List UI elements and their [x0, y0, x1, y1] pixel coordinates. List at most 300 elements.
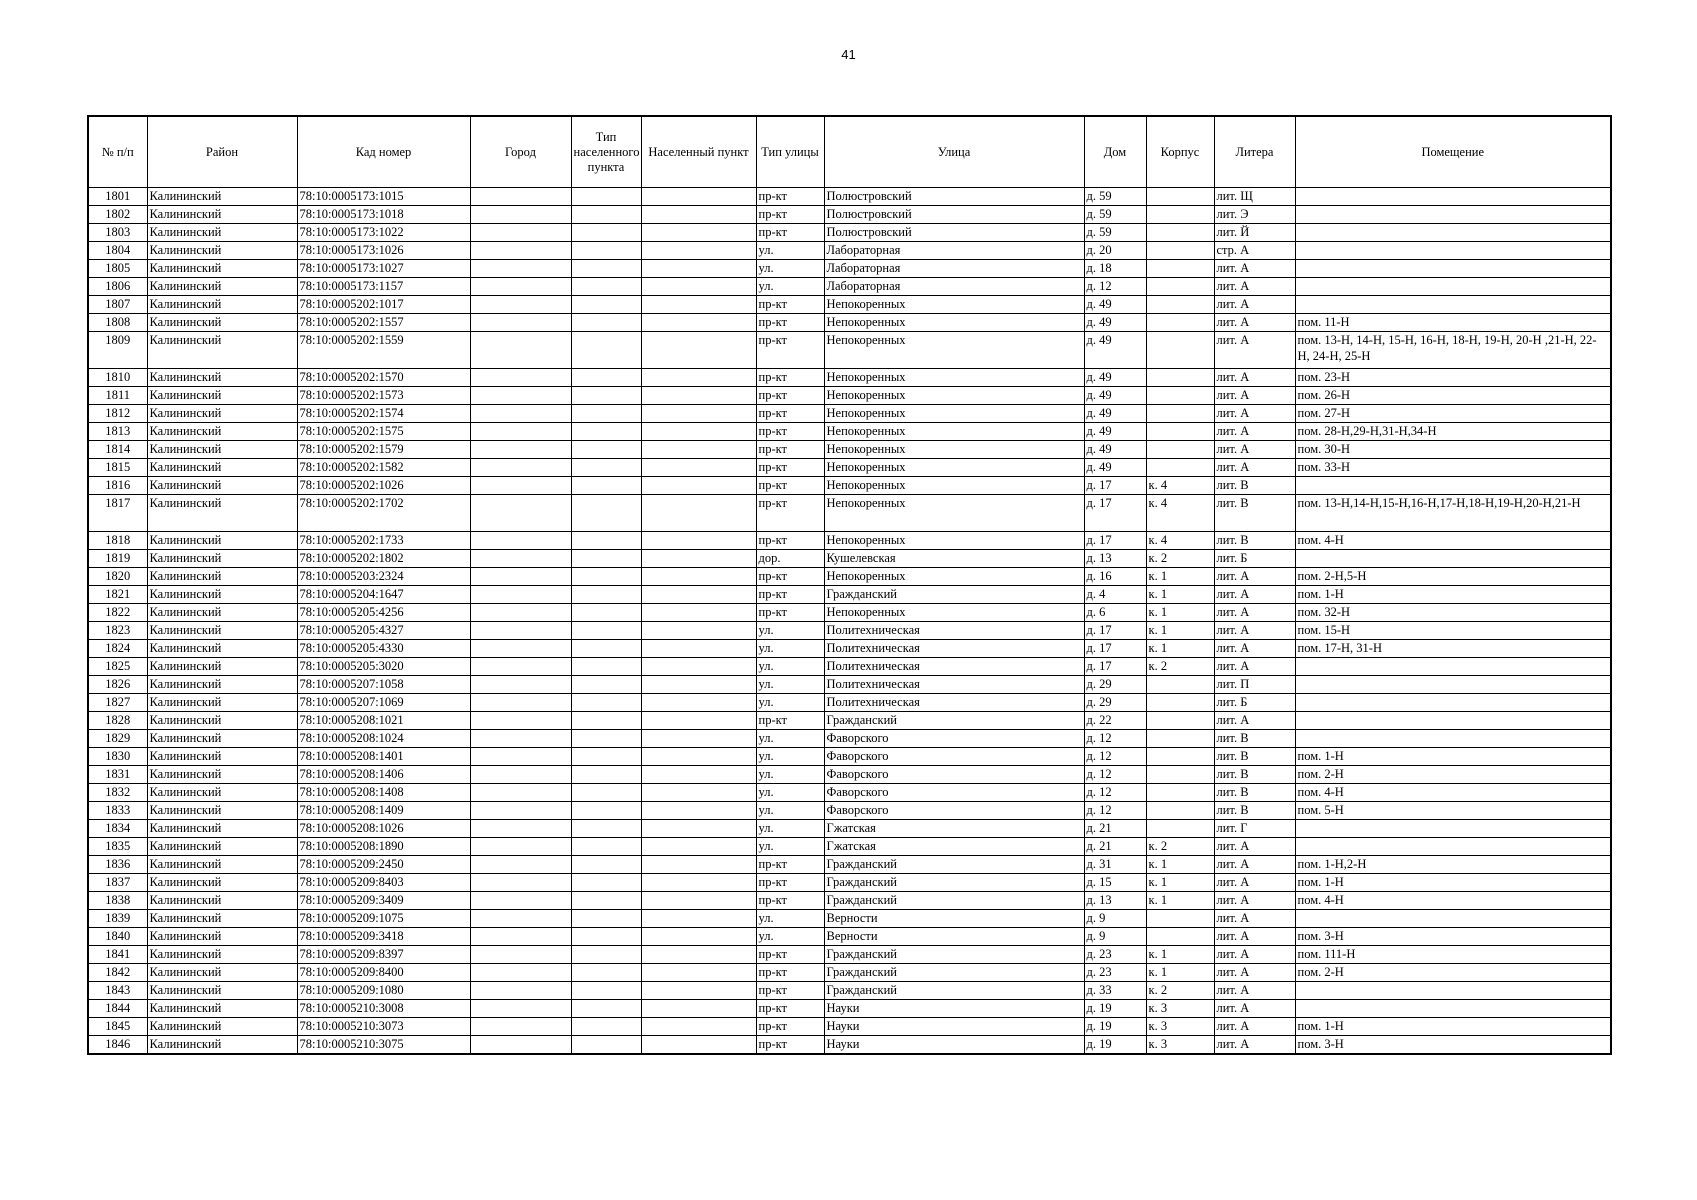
cell-building: к. 1 — [1146, 604, 1214, 622]
cell-street: Непокоренных — [824, 477, 1084, 495]
cell-premises — [1295, 658, 1611, 676]
cell-house: д. 13 — [1084, 550, 1146, 568]
cell-settlement-type — [571, 802, 641, 820]
cell-settlement — [641, 423, 756, 441]
cell-letter: лит. А — [1214, 586, 1295, 604]
cell-index: 1832 — [88, 784, 147, 802]
cell-house: д. 17 — [1084, 532, 1146, 550]
cell-house: д. 20 — [1084, 242, 1146, 260]
cell-cadastral-number: 78:10:0005202:1557 — [297, 314, 470, 332]
table-row — [88, 910, 1611, 928]
cell-city — [470, 874, 571, 892]
cell-cadastral-number: 78:10:0005202:1802 — [297, 550, 470, 568]
cell-district: Калининский — [147, 658, 297, 676]
table-row — [88, 694, 1611, 712]
cell-cadastral-number: 78:10:0005207:1069 — [297, 694, 470, 712]
table-row — [88, 405, 1611, 423]
cell-index: 1845 — [88, 1018, 147, 1036]
cell-index: 1824 — [88, 640, 147, 658]
cell-premises: пом. 32-Н — [1295, 604, 1611, 622]
cell-city — [470, 188, 571, 206]
cell-house: д. 49 — [1084, 387, 1146, 405]
cell-house: д. 23 — [1084, 964, 1146, 982]
cell-settlement — [641, 278, 756, 296]
cell-premises — [1295, 982, 1611, 1000]
cell-index: 1809 — [88, 332, 147, 369]
cell-settlement-type — [571, 658, 641, 676]
cell-district: Калининский — [147, 278, 297, 296]
cell-building: к. 1 — [1146, 568, 1214, 586]
table-row — [88, 946, 1611, 964]
cell-street: Гжатская — [824, 820, 1084, 838]
cell-index: 1803 — [88, 224, 147, 242]
cell-premises: пом. 2-Н — [1295, 964, 1611, 982]
cell-settlement — [641, 532, 756, 550]
col-header-district: Район — [147, 116, 297, 188]
page-number: 41 — [841, 47, 856, 62]
cell-settlement — [641, 712, 756, 730]
cell-city — [470, 1000, 571, 1018]
cell-district: Калининский — [147, 910, 297, 928]
cell-letter: лит. Б — [1214, 550, 1295, 568]
cell-cadastral-number: 78:10:0005173:1027 — [297, 260, 470, 278]
cell-settlement — [641, 838, 756, 856]
cell-building — [1146, 712, 1214, 730]
cell-premises — [1295, 1000, 1611, 1018]
cell-index: 1818 — [88, 532, 147, 550]
cell-letter: лит. А — [1214, 405, 1295, 423]
cell-premises — [1295, 694, 1611, 712]
cell-house: д. 59 — [1084, 224, 1146, 242]
cell-district: Калининский — [147, 784, 297, 802]
cell-settlement — [641, 441, 756, 459]
cell-index: 1844 — [88, 1000, 147, 1018]
table-row — [88, 224, 1611, 242]
cell-street: Гжатская — [824, 838, 1084, 856]
cell-index: 1843 — [88, 982, 147, 1000]
cell-street-type: ул. — [756, 838, 824, 856]
cell-settlement — [641, 369, 756, 387]
cell-street: Политехническая — [824, 640, 1084, 658]
cell-settlement-type — [571, 712, 641, 730]
cell-building: к. 2 — [1146, 550, 1214, 568]
cell-district: Калининский — [147, 314, 297, 332]
cell-settlement — [641, 766, 756, 784]
cell-district: Калининский — [147, 568, 297, 586]
cell-settlement — [641, 586, 756, 604]
cell-premises: пом. 3-Н — [1295, 1036, 1611, 1055]
cell-premises: пом. 27-Н — [1295, 405, 1611, 423]
cell-cadastral-number: 78:10:0005205:3020 — [297, 658, 470, 676]
cell-street: Полюстровский — [824, 188, 1084, 206]
cell-cadastral-number: 78:10:0005202:1017 — [297, 296, 470, 314]
cell-settlement — [641, 748, 756, 766]
cell-settlement — [641, 405, 756, 423]
cell-letter: лит. А — [1214, 658, 1295, 676]
cell-house: д. 12 — [1084, 730, 1146, 748]
cell-settlement-type — [571, 604, 641, 622]
cell-street: Науки — [824, 1036, 1084, 1055]
table-row — [88, 441, 1611, 459]
cell-letter: лит. Щ — [1214, 188, 1295, 206]
cell-house: д. 33 — [1084, 982, 1146, 1000]
cell-district: Калининский — [147, 640, 297, 658]
cell-settlement-type — [571, 568, 641, 586]
cell-street: Непокоренных — [824, 495, 1084, 532]
cell-cadastral-number: 78:10:0005209:8403 — [297, 874, 470, 892]
cell-district: Калининский — [147, 332, 297, 369]
cell-settlement-type — [571, 622, 641, 640]
cell-cadastral-number: 78:10:0005202:1573 — [297, 387, 470, 405]
cell-street-type: пр-кт — [756, 532, 824, 550]
table-row — [88, 712, 1611, 730]
cell-building — [1146, 206, 1214, 224]
cell-index: 1827 — [88, 694, 147, 712]
cell-house: д. 17 — [1084, 477, 1146, 495]
cell-settlement — [641, 387, 756, 405]
cell-settlement — [641, 604, 756, 622]
cell-cadastral-number: 78:10:0005207:1058 — [297, 676, 470, 694]
cell-premises: пом. 1-Н — [1295, 1018, 1611, 1036]
cell-index: 1813 — [88, 423, 147, 441]
cell-letter: лит. Й — [1214, 224, 1295, 242]
cell-street: Гражданский — [824, 856, 1084, 874]
cell-city — [470, 820, 571, 838]
cell-district: Калининский — [147, 766, 297, 784]
cell-street: Лабораторная — [824, 260, 1084, 278]
cell-building — [1146, 296, 1214, 314]
cell-letter: лит. А — [1214, 278, 1295, 296]
cell-premises — [1295, 242, 1611, 260]
cell-settlement-type — [571, 495, 641, 532]
cell-cadastral-number: 78:10:0005208:1021 — [297, 712, 470, 730]
cell-street-type: пр-кт — [756, 314, 824, 332]
cell-district: Калининский — [147, 260, 297, 278]
cell-district: Калининский — [147, 206, 297, 224]
cell-premises — [1295, 676, 1611, 694]
cell-house: д. 12 — [1084, 278, 1146, 296]
cell-building: к. 4 — [1146, 477, 1214, 495]
cell-premises: пом. 1-Н — [1295, 874, 1611, 892]
cell-house: д. 9 — [1084, 910, 1146, 928]
cell-cadastral-number: 78:10:0005209:1075 — [297, 910, 470, 928]
cell-letter: лит. А — [1214, 1036, 1295, 1055]
cell-street: Непокоренных — [824, 369, 1084, 387]
cell-letter: лит. В — [1214, 730, 1295, 748]
table-row — [88, 242, 1611, 260]
cell-building — [1146, 928, 1214, 946]
cell-letter: лит. А — [1214, 568, 1295, 586]
cell-index: 1819 — [88, 550, 147, 568]
table-row — [88, 477, 1611, 495]
cell-letter: лит. Э — [1214, 206, 1295, 224]
table-row — [88, 387, 1611, 405]
cell-cadastral-number: 78:10:0005210:3073 — [297, 1018, 470, 1036]
cell-settlement — [641, 242, 756, 260]
cell-street-type: ул. — [756, 766, 824, 784]
cell-premises — [1295, 820, 1611, 838]
cell-street: Фаворского — [824, 784, 1084, 802]
cell-letter: лит. А — [1214, 622, 1295, 640]
cell-street: Непокоренных — [824, 314, 1084, 332]
cell-district: Калининский — [147, 802, 297, 820]
cell-settlement — [641, 964, 756, 982]
cell-district: Калининский — [147, 224, 297, 242]
cell-cadastral-number: 78:10:0005208:1401 — [297, 748, 470, 766]
cell-letter: лит. П — [1214, 676, 1295, 694]
cell-settlement — [641, 928, 756, 946]
cell-cadastral-number: 78:10:0005209:3409 — [297, 892, 470, 910]
cell-building: к. 3 — [1146, 1000, 1214, 1018]
cell-house: д. 17 — [1084, 495, 1146, 532]
cell-index: 1833 — [88, 802, 147, 820]
cell-street-type: пр-кт — [756, 405, 824, 423]
cell-district: Калининский — [147, 982, 297, 1000]
cell-letter: лит. Г — [1214, 820, 1295, 838]
table-row — [88, 1018, 1611, 1036]
cell-street-type: ул. — [756, 658, 824, 676]
cell-district: Калининский — [147, 459, 297, 477]
cell-street: Непокоренных — [824, 568, 1084, 586]
cell-letter: лит. В — [1214, 532, 1295, 550]
cell-settlement — [641, 188, 756, 206]
cell-street: Полюстровский — [824, 206, 1084, 224]
table-row — [88, 766, 1611, 784]
cell-cadastral-number: 78:10:0005202:1733 — [297, 532, 470, 550]
table-row — [88, 459, 1611, 477]
cell-premises: пом. 4-Н — [1295, 784, 1611, 802]
cell-house: д. 4 — [1084, 586, 1146, 604]
cell-settlement-type — [571, 459, 641, 477]
col-header-premises: Помещение — [1295, 116, 1611, 188]
cell-letter: лит. А — [1214, 856, 1295, 874]
cell-street-type: пр-кт — [756, 874, 824, 892]
cell-street-type: пр-кт — [756, 296, 824, 314]
cell-index: 1807 — [88, 296, 147, 314]
cell-street-type: пр-кт — [756, 1018, 824, 1036]
cell-city — [470, 982, 571, 1000]
cell-building — [1146, 766, 1214, 784]
cell-cadastral-number: 78:10:0005210:3075 — [297, 1036, 470, 1055]
cell-settlement-type — [571, 730, 641, 748]
cell-city — [470, 405, 571, 423]
cell-city — [470, 1036, 571, 1055]
table-row — [88, 928, 1611, 946]
cell-cadastral-number: 78:10:0005173:1022 — [297, 224, 470, 242]
cell-index: 1817 — [88, 495, 147, 532]
cell-settlement — [641, 892, 756, 910]
cell-index: 1811 — [88, 387, 147, 405]
cell-cadastral-number: 78:10:0005209:2450 — [297, 856, 470, 874]
cell-settlement — [641, 622, 756, 640]
cell-building: к. 3 — [1146, 1036, 1214, 1055]
cell-house: д. 49 — [1084, 423, 1146, 441]
cell-settlement-type — [571, 387, 641, 405]
cell-premises — [1295, 910, 1611, 928]
cell-building: к. 1 — [1146, 874, 1214, 892]
cell-premises: пом. 4-Н — [1295, 532, 1611, 550]
cell-index: 1840 — [88, 928, 147, 946]
cell-settlement-type — [571, 874, 641, 892]
cell-street-type: ул. — [756, 694, 824, 712]
cell-city — [470, 1018, 571, 1036]
cell-city — [470, 604, 571, 622]
cell-settlement — [641, 477, 756, 495]
cell-street-type: пр-кт — [756, 586, 824, 604]
cell-settlement-type — [571, 224, 641, 242]
cell-settlement-type — [571, 242, 641, 260]
cell-street: Политехническая — [824, 676, 1084, 694]
cell-house: д. 49 — [1084, 296, 1146, 314]
cell-city — [470, 730, 571, 748]
cell-street-type: пр-кт — [756, 856, 824, 874]
table-row — [88, 369, 1611, 387]
cell-cadastral-number: 78:10:0005202:1579 — [297, 441, 470, 459]
col-header-street: Улица — [824, 116, 1084, 188]
cell-building — [1146, 405, 1214, 423]
cell-settlement-type — [571, 369, 641, 387]
table-row — [88, 495, 1611, 532]
cell-street: Непокоренных — [824, 296, 1084, 314]
cell-settlement-type — [571, 838, 641, 856]
cell-city — [470, 206, 571, 224]
cell-district: Калининский — [147, 676, 297, 694]
col-header-settlement-type: Тип населенного пункта — [571, 116, 641, 188]
cell-house: д. 16 — [1084, 568, 1146, 586]
cell-street-type: ул. — [756, 910, 824, 928]
cell-index: 1826 — [88, 676, 147, 694]
cell-street: Непокоренных — [824, 441, 1084, 459]
cell-index: 1812 — [88, 405, 147, 423]
col-header-street-type: Тип улицы — [756, 116, 824, 188]
cell-index: 1834 — [88, 820, 147, 838]
cell-letter: лит. А — [1214, 260, 1295, 278]
cell-district: Калининский — [147, 495, 297, 532]
cell-settlement-type — [571, 1036, 641, 1055]
cell-letter: лит. В — [1214, 802, 1295, 820]
cell-building — [1146, 441, 1214, 459]
cell-settlement-type — [571, 676, 641, 694]
table-row — [88, 296, 1611, 314]
cell-settlement — [641, 1018, 756, 1036]
cell-index: 1804 — [88, 242, 147, 260]
cell-street-type: пр-кт — [756, 982, 824, 1000]
cell-street-type: пр-кт — [756, 387, 824, 405]
cell-city — [470, 784, 571, 802]
table-row — [88, 874, 1611, 892]
cell-cadastral-number: 78:10:0005205:4330 — [297, 640, 470, 658]
cell-cadastral-number: 78:10:0005209:1080 — [297, 982, 470, 1000]
cell-street-type: пр-кт — [756, 477, 824, 495]
cell-index: 1815 — [88, 459, 147, 477]
cell-street-type: пр-кт — [756, 206, 824, 224]
cell-settlement — [641, 982, 756, 1000]
cell-house: д. 23 — [1084, 946, 1146, 964]
cell-cadastral-number: 78:10:0005173:1018 — [297, 206, 470, 224]
cell-street: Политехническая — [824, 694, 1084, 712]
cell-city — [470, 423, 571, 441]
cell-premises — [1295, 838, 1611, 856]
cell-building — [1146, 820, 1214, 838]
table-row — [88, 802, 1611, 820]
cell-house: д. 29 — [1084, 694, 1146, 712]
cell-street: Политехническая — [824, 622, 1084, 640]
cell-letter: лит. А — [1214, 946, 1295, 964]
cell-street-type: пр-кт — [756, 332, 824, 369]
cell-building — [1146, 802, 1214, 820]
cell-city — [470, 676, 571, 694]
cell-street: Гражданский — [824, 964, 1084, 982]
cell-letter: лит. А — [1214, 928, 1295, 946]
cell-letter: лит. А — [1214, 296, 1295, 314]
cell-city — [470, 441, 571, 459]
cell-premises: пом. 13-Н, 14-Н, 15-Н, 16-Н, 18-Н, 19-Н, 20-Н ,21-Н, 22-Н, 24-Н, 25-Н — [1295, 332, 1611, 369]
cell-settlement — [641, 550, 756, 568]
cell-index: 1836 — [88, 856, 147, 874]
cell-index: 1805 — [88, 260, 147, 278]
cell-district: Калининский — [147, 188, 297, 206]
table-row — [88, 423, 1611, 441]
cell-street-type: ул. — [756, 676, 824, 694]
cell-settlement-type — [571, 694, 641, 712]
cell-street-type: ул. — [756, 748, 824, 766]
cell-letter: лит. А — [1214, 892, 1295, 910]
cell-cadastral-number: 78:10:0005203:2324 — [297, 568, 470, 586]
cell-cadastral-number: 78:10:0005208:1026 — [297, 820, 470, 838]
cell-city — [470, 622, 571, 640]
cell-settlement — [641, 224, 756, 242]
registry-table — [87, 115, 1612, 1055]
cell-building — [1146, 676, 1214, 694]
cell-settlement — [641, 260, 756, 278]
cell-building: к. 1 — [1146, 622, 1214, 640]
cell-settlement-type — [571, 188, 641, 206]
table-row — [88, 260, 1611, 278]
col-header-letter: Литера — [1214, 116, 1295, 188]
cell-street-type: ул. — [756, 260, 824, 278]
cell-letter: лит. А — [1214, 387, 1295, 405]
cell-settlement — [641, 332, 756, 369]
cell-street-type: пр-кт — [756, 188, 824, 206]
cell-street-type: ул. — [756, 802, 824, 820]
cell-building — [1146, 910, 1214, 928]
cell-house: д. 22 — [1084, 712, 1146, 730]
table-row — [88, 532, 1611, 550]
cell-city — [470, 856, 571, 874]
cell-settlement-type — [571, 892, 641, 910]
cell-letter: лит. А — [1214, 441, 1295, 459]
cell-city — [470, 296, 571, 314]
cell-settlement-type — [571, 946, 641, 964]
cell-district: Калининский — [147, 856, 297, 874]
cell-street-type: пр-кт — [756, 1000, 824, 1018]
col-header-city: Город — [470, 116, 571, 188]
cell-letter: лит. А — [1214, 838, 1295, 856]
cell-premises: пом. 33-Н — [1295, 459, 1611, 477]
table-row — [88, 568, 1611, 586]
cell-house: д. 59 — [1084, 188, 1146, 206]
table-row — [88, 658, 1611, 676]
table-row — [88, 586, 1611, 604]
cell-district: Калининский — [147, 748, 297, 766]
cell-house: д. 31 — [1084, 856, 1146, 874]
cell-cadastral-number: 78:10:0005210:3008 — [297, 1000, 470, 1018]
cell-city — [470, 910, 571, 928]
cell-city — [470, 748, 571, 766]
cell-district: Калининский — [147, 604, 297, 622]
cell-cadastral-number: 78:10:0005173:1026 — [297, 242, 470, 260]
cell-settlement-type — [571, 423, 641, 441]
